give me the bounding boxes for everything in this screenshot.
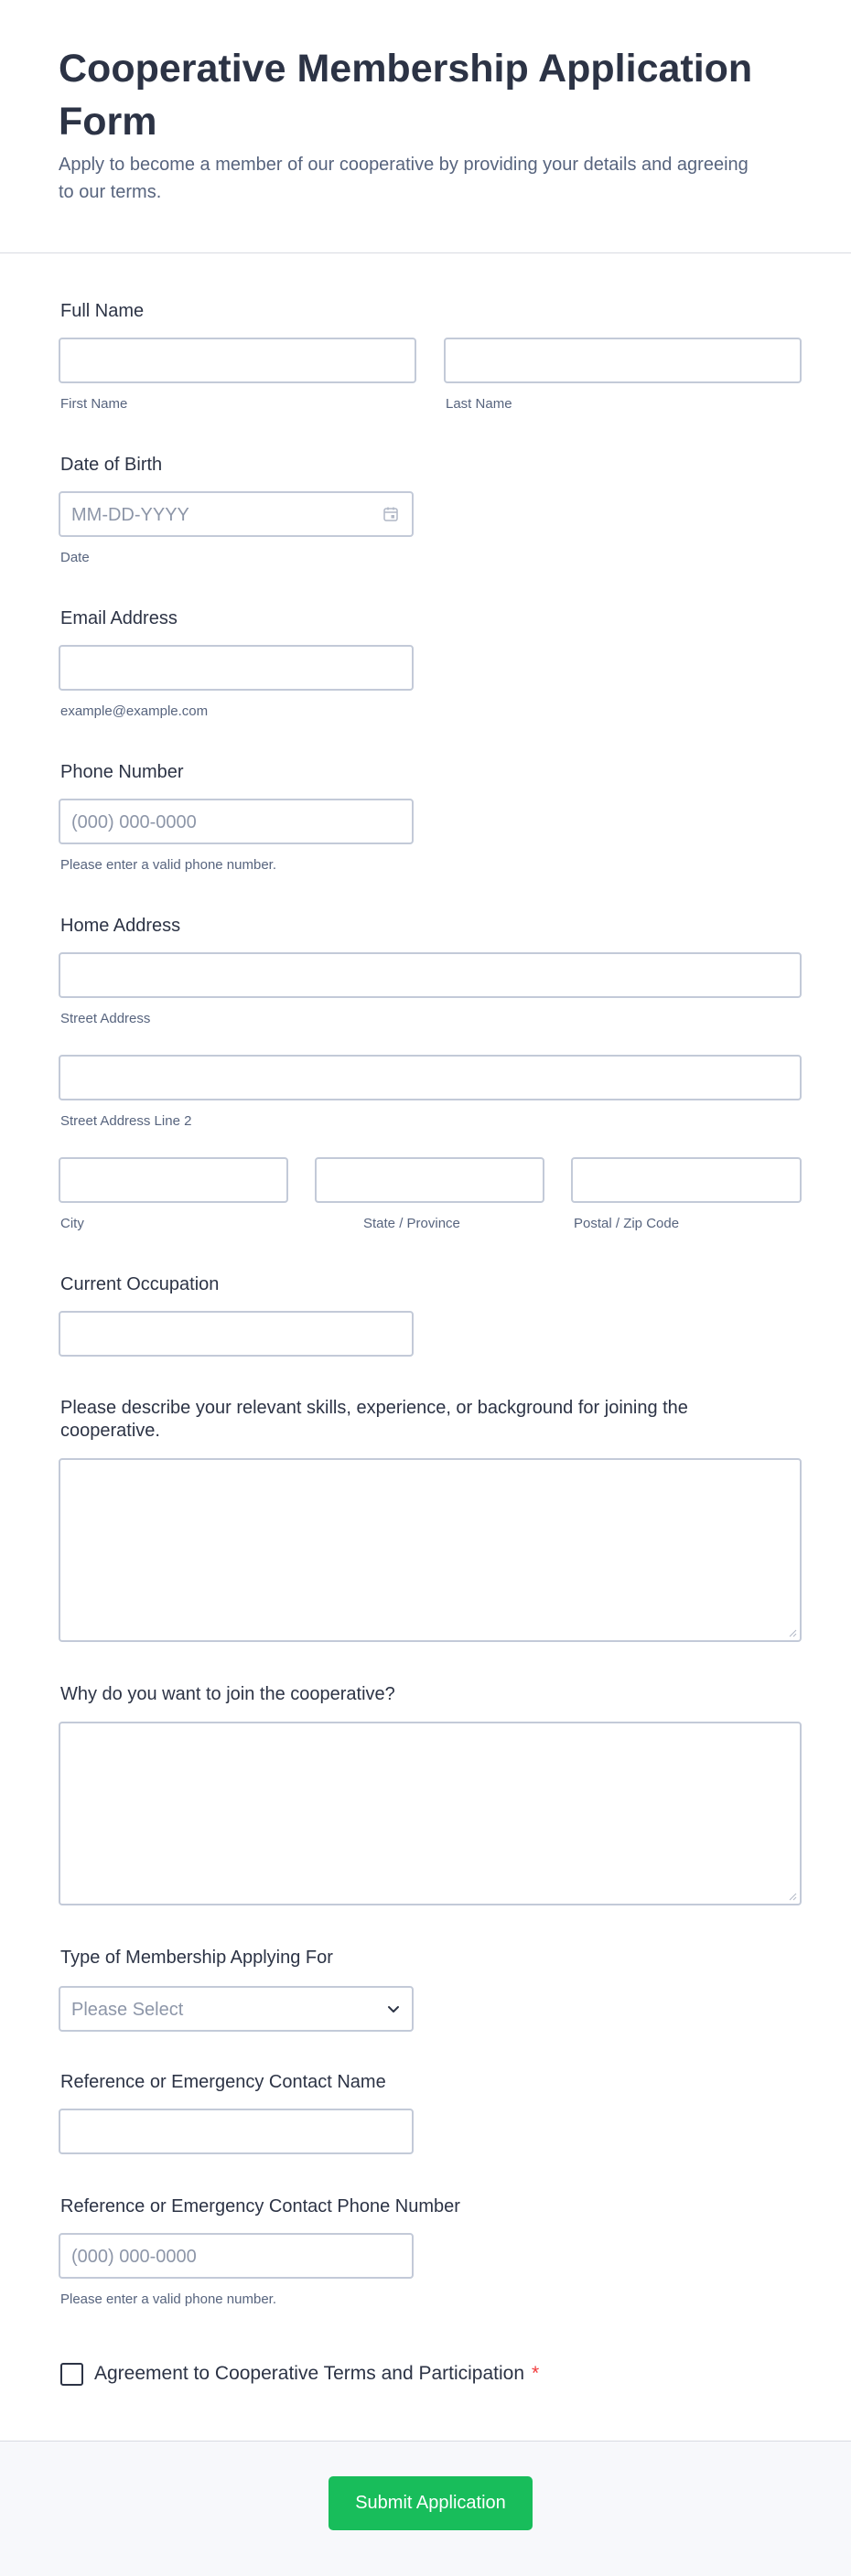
reference-phone-label: Reference or Emergency Contact Phone Number (60, 2196, 460, 2216)
form-footer (0, 2441, 851, 2576)
dob-sublabel: Date (60, 550, 90, 565)
city-sublabel: City (60, 1216, 84, 1231)
dob-label: Date of Birth (60, 455, 163, 475)
resize-handle-icon[interactable] (788, 1628, 797, 1637)
membership-type-placeholder: Please Select (71, 2000, 184, 2020)
skills-textarea[interactable] (59, 1458, 802, 1642)
zip-input[interactable] (571, 1157, 802, 1203)
address-label: Home Address (60, 916, 181, 936)
dob-input[interactable] (59, 491, 414, 537)
form-title: Cooperative Membership Application Form (59, 47, 753, 144)
last-name-sublabel: Last Name (446, 396, 512, 412)
reference-phone-input[interactable] (59, 2233, 414, 2279)
form-subtitle: Apply to become a member of our cooperative by providing your details and agreeing to our terms. (59, 155, 749, 202)
required-mark: * (532, 2363, 540, 2384)
membership-type-select[interactable] (59, 1986, 414, 2032)
reference-name-label: Reference or Emergency Contact Name (60, 2072, 386, 2092)
reference-phone-placeholder: (000) 000-0000 (71, 2247, 197, 2267)
chevron-down-icon (386, 2002, 401, 2016)
calendar-icon[interactable] (382, 506, 399, 522)
street-address-2-input[interactable] (59, 1055, 802, 1100)
resize-handle-icon[interactable] (788, 1892, 797, 1901)
email-label: Email Address (60, 608, 178, 628)
submit-button[interactable]: Submit Application (329, 2476, 533, 2530)
full-name-label: Full Name (60, 301, 145, 321)
email-sublabel: example@example.com (60, 703, 209, 719)
dob-placeholder: MM-DD-YYYY (71, 505, 189, 525)
form-header (0, 0, 851, 253)
street-address-sublabel: Street Address (60, 1011, 151, 1026)
phone-label: Phone Number (60, 762, 184, 782)
state-sublabel: State / Province (363, 1216, 460, 1231)
phone-placeholder: (000) 000-0000 (71, 812, 197, 832)
agreement-checkbox[interactable] (60, 2363, 83, 2386)
reference-name-input[interactable] (59, 2109, 414, 2154)
why-label: Why do you want to join the cooperative? (60, 1684, 395, 1704)
phone-input[interactable] (59, 799, 414, 844)
reference-phone-sublabel: Please enter a valid phone number. (60, 2292, 276, 2307)
street-address-input[interactable] (59, 952, 802, 998)
membership-type-label: Type of Membership Applying For (60, 1948, 333, 1968)
state-input[interactable] (315, 1157, 544, 1203)
first-name-input[interactable] (59, 338, 416, 383)
email-input[interactable] (59, 645, 414, 691)
agreement-label: Agreement to Cooperative Terms and Participation (94, 2363, 525, 2384)
agreement-label-row[interactable] (94, 2362, 539, 2386)
last-name-input[interactable] (444, 338, 802, 383)
occupation-input[interactable] (59, 1311, 414, 1357)
why-textarea[interactable] (59, 1722, 802, 1905)
first-name-sublabel: First Name (60, 396, 128, 412)
phone-sublabel: Please enter a valid phone number. (60, 857, 276, 873)
occupation-label: Current Occupation (60, 1274, 220, 1294)
street-address-2-sublabel: Street Address Line 2 (60, 1113, 192, 1129)
zip-sublabel: Postal / Zip Code (574, 1216, 680, 1231)
skills-label: Please describe your relevant skills, experience, or background for joining the cooperative. (60, 1398, 688, 1441)
city-input[interactable] (59, 1157, 288, 1203)
